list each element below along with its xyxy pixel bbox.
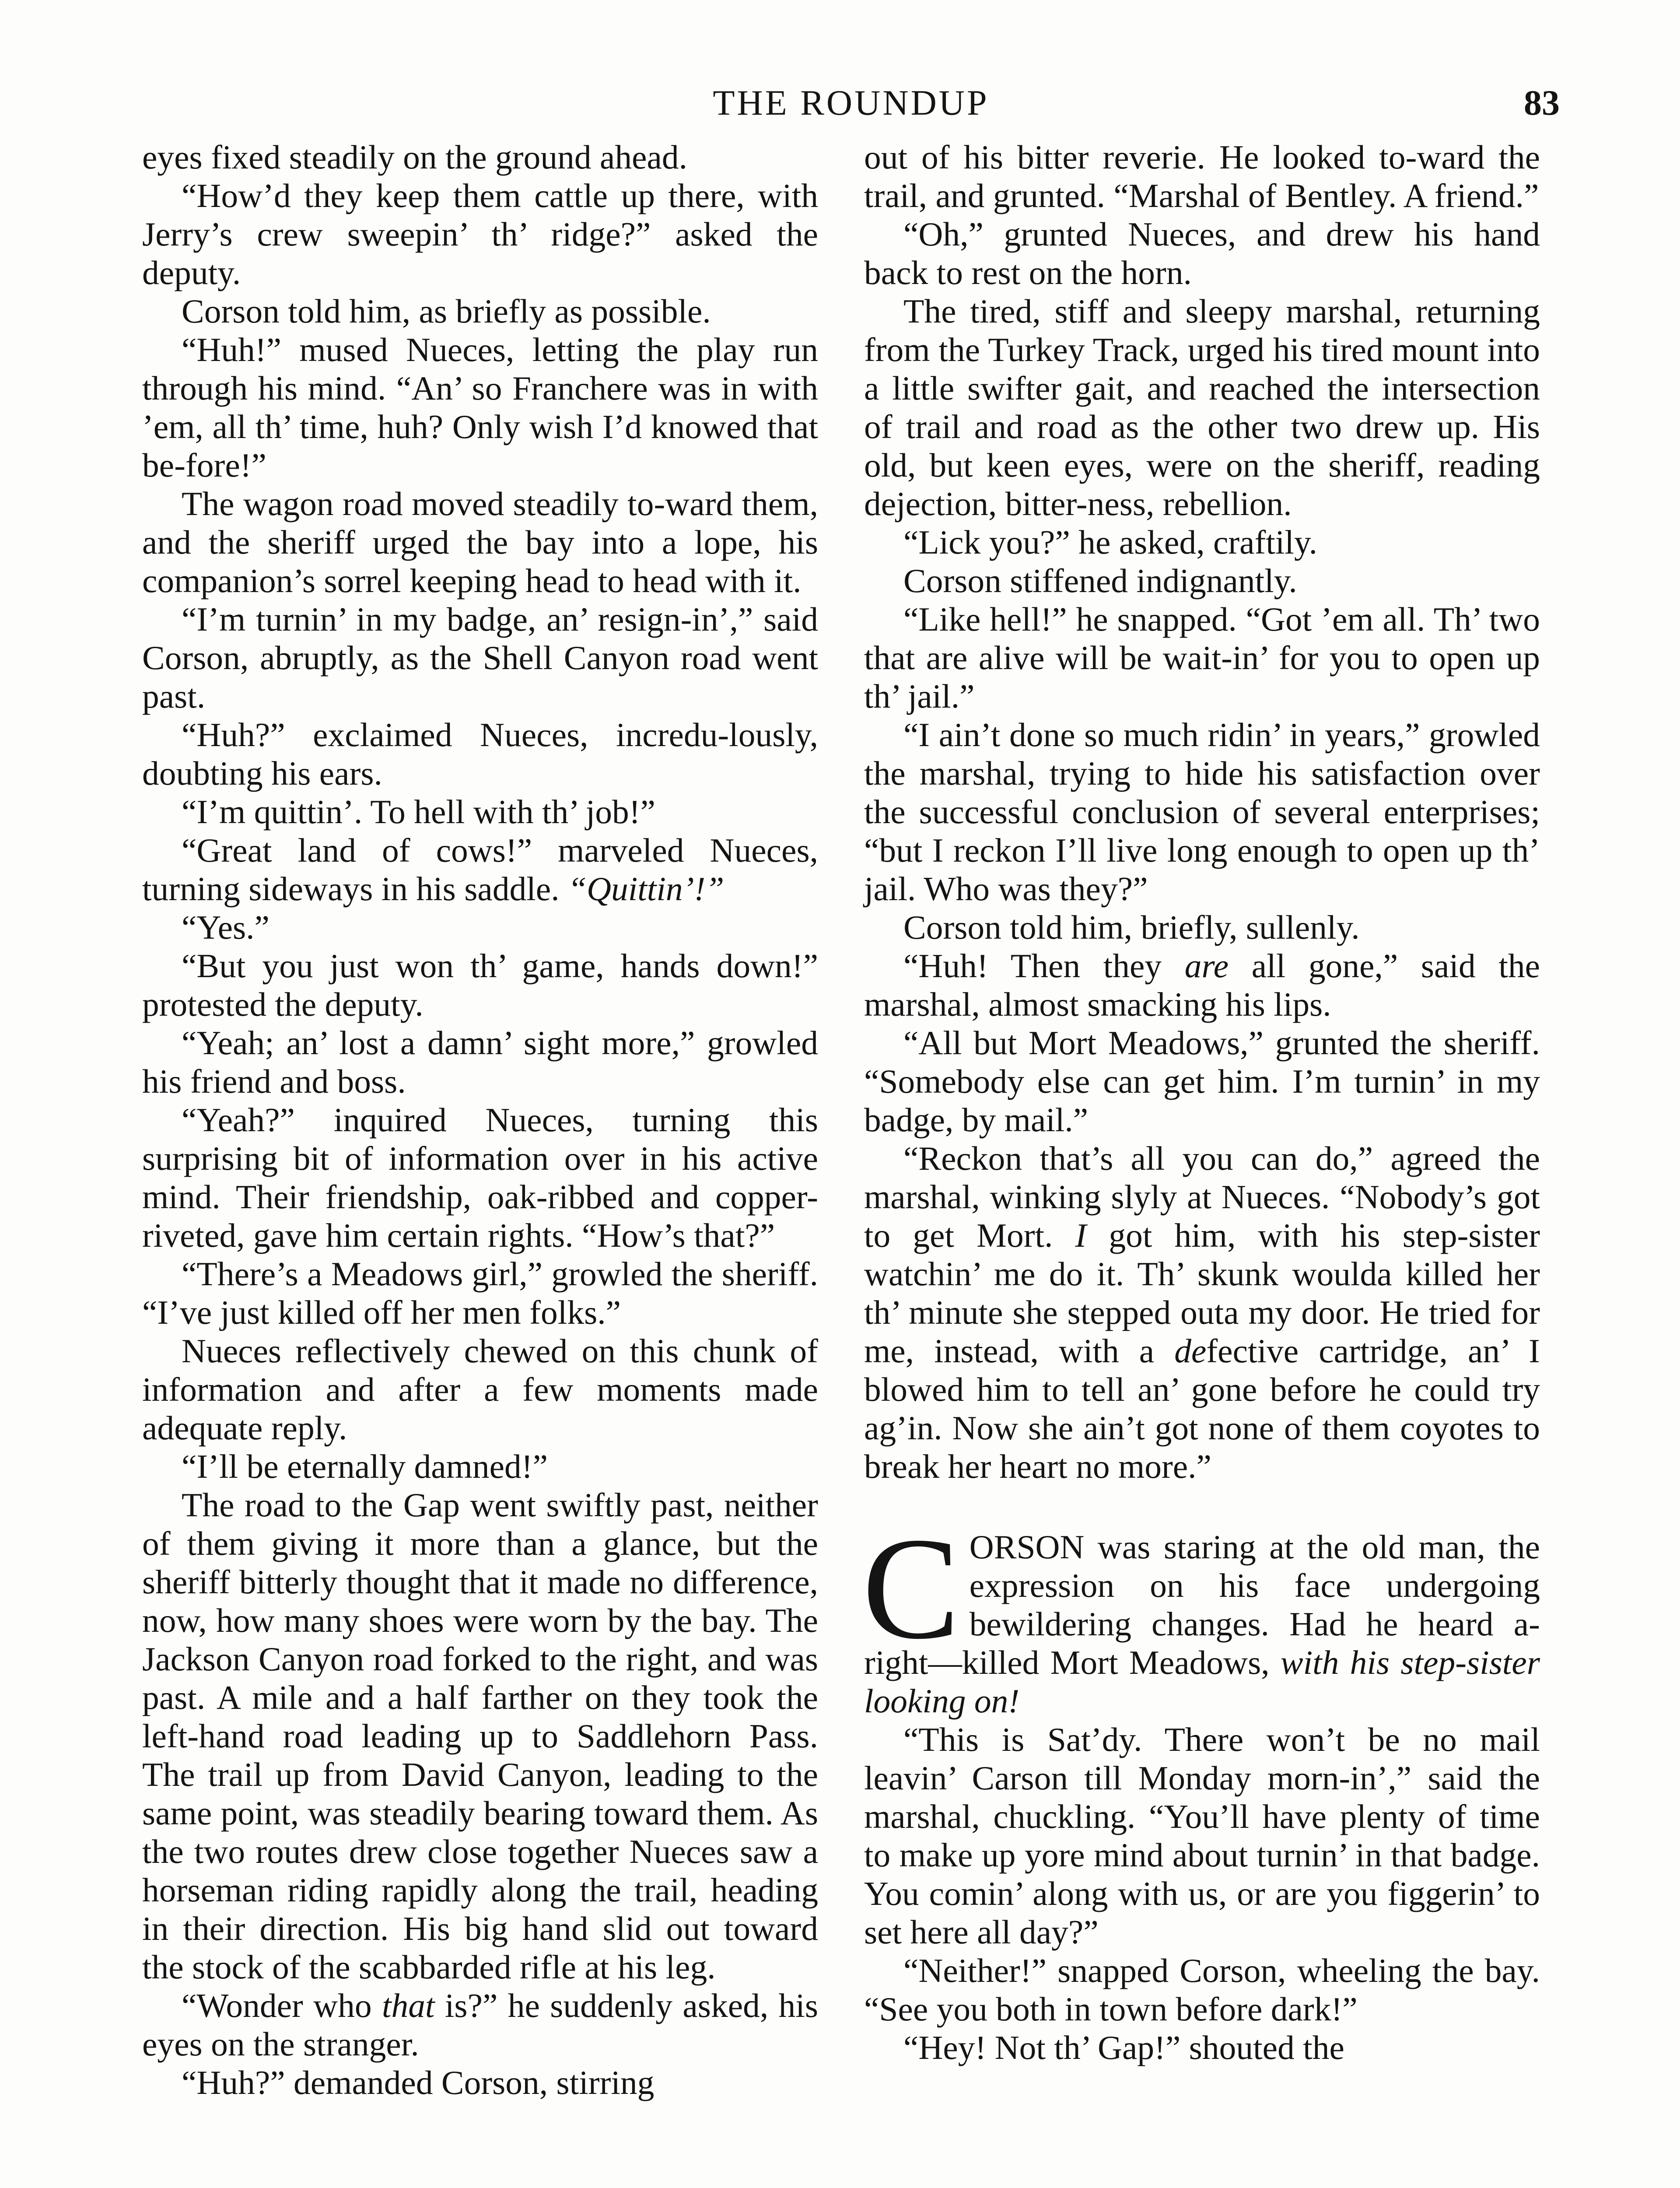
italic-text: that (382, 1987, 435, 2024)
paragraph (864, 1951, 1540, 2028)
paragraph (864, 947, 1540, 1024)
paragraph-text: “There’s a Meadows girl,” growled the sheriff. “I’ve just killed off her men folks.” (142, 1255, 818, 1331)
paragraph-text: “Hey! Not th’ Gap!” shouted the (903, 2029, 1344, 2066)
paragraph-text: fective cartridge, an’ I blowed him to tell an’ gone before he could try ag’in. Now she ain’t got none of them coyotes to break her heart no more.” (864, 1332, 1540, 1485)
paragraph (142, 484, 818, 600)
paragraph (864, 1720, 1540, 1951)
paragraph-text: The tired, stiff and sleepy marshal, returning from the Turkey Track, urged his tired mount into a little swifter gait, and reached the intersection of trail and road as the other two drew up. His old, but keen eyes, were on the sheriff, reading dejection, bitter-ness, rebellion. (864, 292, 1540, 522)
paragraph-text: eyes fixed steadily on the ground ahead. (142, 138, 688, 176)
paragraph-text: “I’m turnin’ in my badge, an’ resign-in’,” said Corson, abruptly, as the Shell Canyon road went past. (142, 600, 818, 715)
paragraph-text: “All but Mort Meadows,” grunted the sheriff. “Somebody else can get him. I’m turnin’ in my badge, by mail.” (864, 1024, 1540, 1139)
paragraph-text: “Oh,” grunted Nueces, and drew his hand back to rest on the horn. (864, 215, 1540, 291)
paragraph-text: “Like hell!” he snapped. “Got ’em all. Th’ two that are alive will be wait-in’ for you to open up th’ jail.” (864, 600, 1540, 715)
italic-text: “Quittin’!” (567, 870, 724, 908)
dropcap-paragraph (862, 1508, 1540, 1720)
paragraph (142, 1986, 818, 2063)
paragraph (864, 1139, 1540, 1486)
paragraph-text: “I ain’t done so much ridin’ in years,” growled the marshal, trying to hide his satisfaction over the successful conclusion of several enterprises; “but I reckon I’ll live long enough to open up th’ jail. Who was they?” (864, 716, 1540, 908)
running-title: THE ROUNDUP (713, 83, 989, 123)
paragraph-text: “Huh! Then they (903, 947, 1185, 985)
paragraph-text: “Huh!” mused Nueces, letting the play run through his mind. “An’ so Franchere was in with ’em, all th’ time, huh? Only wish I’d knowed that be-fore!” (142, 331, 818, 484)
paragraph-text: Corson stiffened indignantly. (903, 562, 1297, 600)
paragraph (142, 1255, 818, 1332)
paragraph (142, 138, 818, 176)
paragraph (142, 1486, 818, 1986)
paragraph-text: “Reckon that’s all you can do,” agreed the marshal, winking slyly at Nueces. “Nobody’s got to get Mort. (864, 1140, 1540, 1254)
paragraph-text: “I’m quittin’. To hell with th’ job!” (182, 793, 655, 831)
paragraph (142, 715, 818, 792)
page-number: 83 (1524, 83, 1560, 123)
paragraph-text: Nueces reflectively chewed on this chunk of information and after a few moments made adequate reply. (142, 1332, 818, 1447)
paragraph-text: “Yeah; an’ lost a damn’ sight more,” growled his friend and boss. (142, 1024, 818, 1100)
paragraph (864, 2028, 1540, 2067)
paragraph-text: out of his bitter reverie. He looked to-ward the trail, and grunted. “Marshal of Bentley. A friend.” (864, 138, 1540, 214)
paragraph-text: The wagon road moved steadily to-ward them, and the sheriff urged the bay into a lope, his companion’s sorrel keeping head to head with it. (142, 485, 818, 600)
paragraph (142, 1332, 818, 1447)
drop-cap-letter: C (862, 1508, 960, 1669)
right-column (864, 138, 1540, 2067)
paragraph-text: “Wonder who (182, 1987, 382, 2024)
paragraph-text: “Neither!” snapped Corson, wheeling the bay. “See you both in town before dark!” (864, 1952, 1540, 2028)
paragraph-text: “Great land of cows!” marveled Nueces, turning sideways in his saddle. (142, 831, 818, 908)
paragraph-text: Corson told him, briefly, sullenly. (903, 908, 1360, 946)
paragraph (142, 792, 818, 831)
paragraph-text: “But you just won th’ game, hands down!” protested the deputy. (142, 947, 818, 1023)
italic-text: are (1184, 947, 1229, 985)
running-head (142, 82, 1560, 130)
paragraph-text: “Huh?” exclaimed Nueces, incredu-lously, doubting his ears. (142, 716, 818, 792)
paragraph (864, 561, 1540, 600)
paragraph (864, 138, 1540, 215)
right-column-section-2 (864, 1720, 1540, 2067)
paragraph-text: all gone,” said the marshal, almost smacking his lips. (864, 947, 1540, 1023)
paragraph (864, 1024, 1540, 1139)
right-column-section-1 (864, 138, 1540, 1486)
paragraph-text: got him, with his step-sister watchin’ me do it. Th’ skunk woulda killed her th’ minute she stepped outa my door. He tried for me, instead, with a (864, 1217, 1540, 1370)
italic-text: I (1075, 1217, 1087, 1254)
paragraph (142, 176, 818, 292)
paragraph (142, 2063, 818, 2102)
paragraph (864, 715, 1540, 908)
italic-text: de (1174, 1332, 1207, 1370)
paragraph (142, 1447, 818, 1486)
paragraph (142, 908, 818, 947)
dropcap-paragraph-text: ORSON was staring at the old man, the expression on his face undergoing bewildering changes. Had he heard a-right—killed Mort Meadows, (864, 1528, 1540, 1681)
paragraph (864, 600, 1540, 715)
paragraph (142, 947, 818, 1024)
paragraph (864, 908, 1540, 947)
paragraph (864, 215, 1540, 292)
paragraph (142, 600, 818, 715)
paragraph-text: “Yes.” (182, 908, 270, 946)
paragraph-text: The road to the Gap went swiftly past, neither of them giving it more than a glance, but the sheriff bitterly thought that it made no difference, now, how many shoes were worn by the bay. The Jackson Canyon road forked to the right, and was past. A mile and a half farther on they took the left-hand road leading up to Saddlehorn Pass. The trail up from David Canyon, leading to the same point, was steadily bearing toward them. As the two routes drew close together Nueces saw a horseman riding rapidly along the trail, heading in their direction. His big hand slid out toward the stock of the scabbarded rifle at his leg. (142, 1486, 818, 1986)
paragraph (142, 831, 818, 908)
paragraph-text: “Yeah?” inquired Nueces, turning this surprising bit of information over in his active mind. Their friendship, oak-ribbed and copper-riveted, gave him certain rights. “How’s that?” (142, 1101, 818, 1254)
paragraph (142, 292, 818, 330)
left-column (142, 138, 818, 2102)
paragraph-text: Corson told him, as briefly as possible. (182, 292, 711, 330)
paragraph (864, 523, 1540, 561)
dropcap-paragraph-italic: with his step-sister looking on! (864, 1644, 1540, 1720)
paragraph (142, 330, 818, 484)
paragraph-text: “I’ll be eternally damned!” (182, 1448, 548, 1485)
paragraph-text: “Lick you?” he asked, craftily. (903, 523, 1318, 561)
paragraph-text: is?” he suddenly asked, his eyes on the stranger. (142, 1987, 818, 2063)
paragraph (864, 292, 1540, 523)
paragraph-text: “How’d they keep them cattle up there, with Jerry’s crew sweepin’ th’ ridge?” asked the deputy. (142, 177, 818, 291)
paragraph-text: “This is Sat’dy. There won’t be no mail leavin’ Carson till Monday morn-in’,” said the marshal, chuckling. “You’ll have plenty of time to make up yore mind about turnin’ in that badge. You comin’ along with us, or are you figgerin’ to set here all day?” (864, 1721, 1540, 1951)
paragraph (142, 1024, 818, 1101)
paragraph (142, 1101, 818, 1255)
paragraph-text: “Huh?” demanded Corson, stirring (182, 2064, 654, 2101)
